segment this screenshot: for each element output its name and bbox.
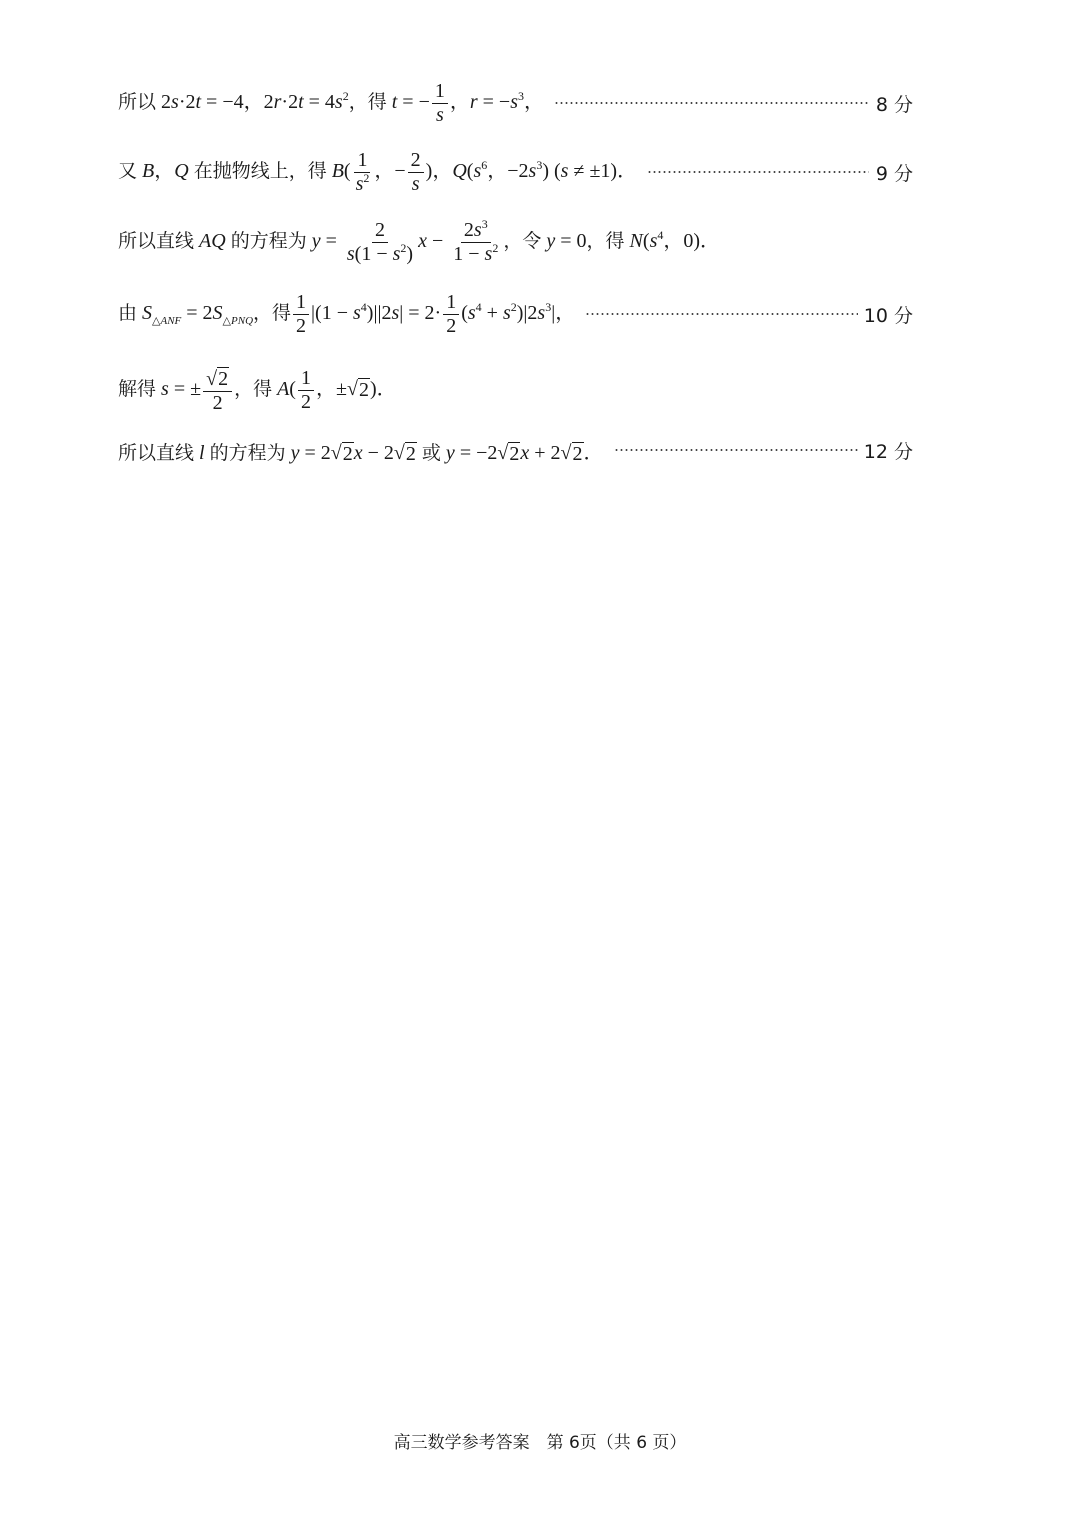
score-label: 9 分	[875, 162, 913, 185]
solution-line-5	[118, 366, 913, 414]
solution-line-4	[118, 290, 913, 337]
score-label: 12 分	[863, 440, 913, 463]
line-1-content: 所以 2s·2t = −4，$2r\cdot 2t = 4s^2$，得 t = − $\frac{1}{s}$ ，$r = -s^3$，	[118, 79, 545, 126]
dot-leader	[585, 313, 858, 315]
score-label: 10 分	[863, 304, 913, 327]
solution-line-1	[118, 79, 913, 126]
line-3-content: 所以直线 AQ 的方程为 y = $\frac{2}{s(1 - s^2)}$ x − $\frac{2s^3}{1 - s^2}$ ，令 y = 0，得 $N(s^4$，0)．	[118, 216, 721, 265]
solution-line-6	[118, 430, 913, 470]
page-footer: 高三数学参考答案 第 6页（共 6 页）	[393, 1433, 687, 1453]
line-4-content: 由 $S_{\triangle ANF} = 2S_{\triangle PNQ}$，得 $\frac{1}{2}$ $|(1 - s^4)||2s| = 2\cdot$ $\frac{1}{2}$ $(s^4 + s^2)|2s^3|$，	[118, 290, 576, 337]
dot-leader	[614, 449, 858, 451]
line-6-content: 所以直线 l 的方程为 y = 2 √ 2 x − 2 √ 2 或 y = −2 √ 2 x + 2 √ 2 ．	[118, 441, 604, 465]
line-2-content: 又 B，Q 在抛物线上，得 B( $\frac{1}{s^2}$ ，− $\frac{2}{s}$ )，$Q(s^6$，$-2s^3$) (s ≠ ±1)．	[118, 148, 638, 195]
score-label: 8 分	[875, 93, 913, 116]
solution-line-2	[118, 148, 913, 195]
dot-leader	[647, 171, 869, 173]
line-5-content: 解得 s = ± √ 2 2 ，得 A( $\frac{1}{2}$ ，± √ 2 )．	[118, 366, 397, 414]
solution-line-3	[118, 216, 913, 265]
dot-leader	[554, 102, 869, 104]
